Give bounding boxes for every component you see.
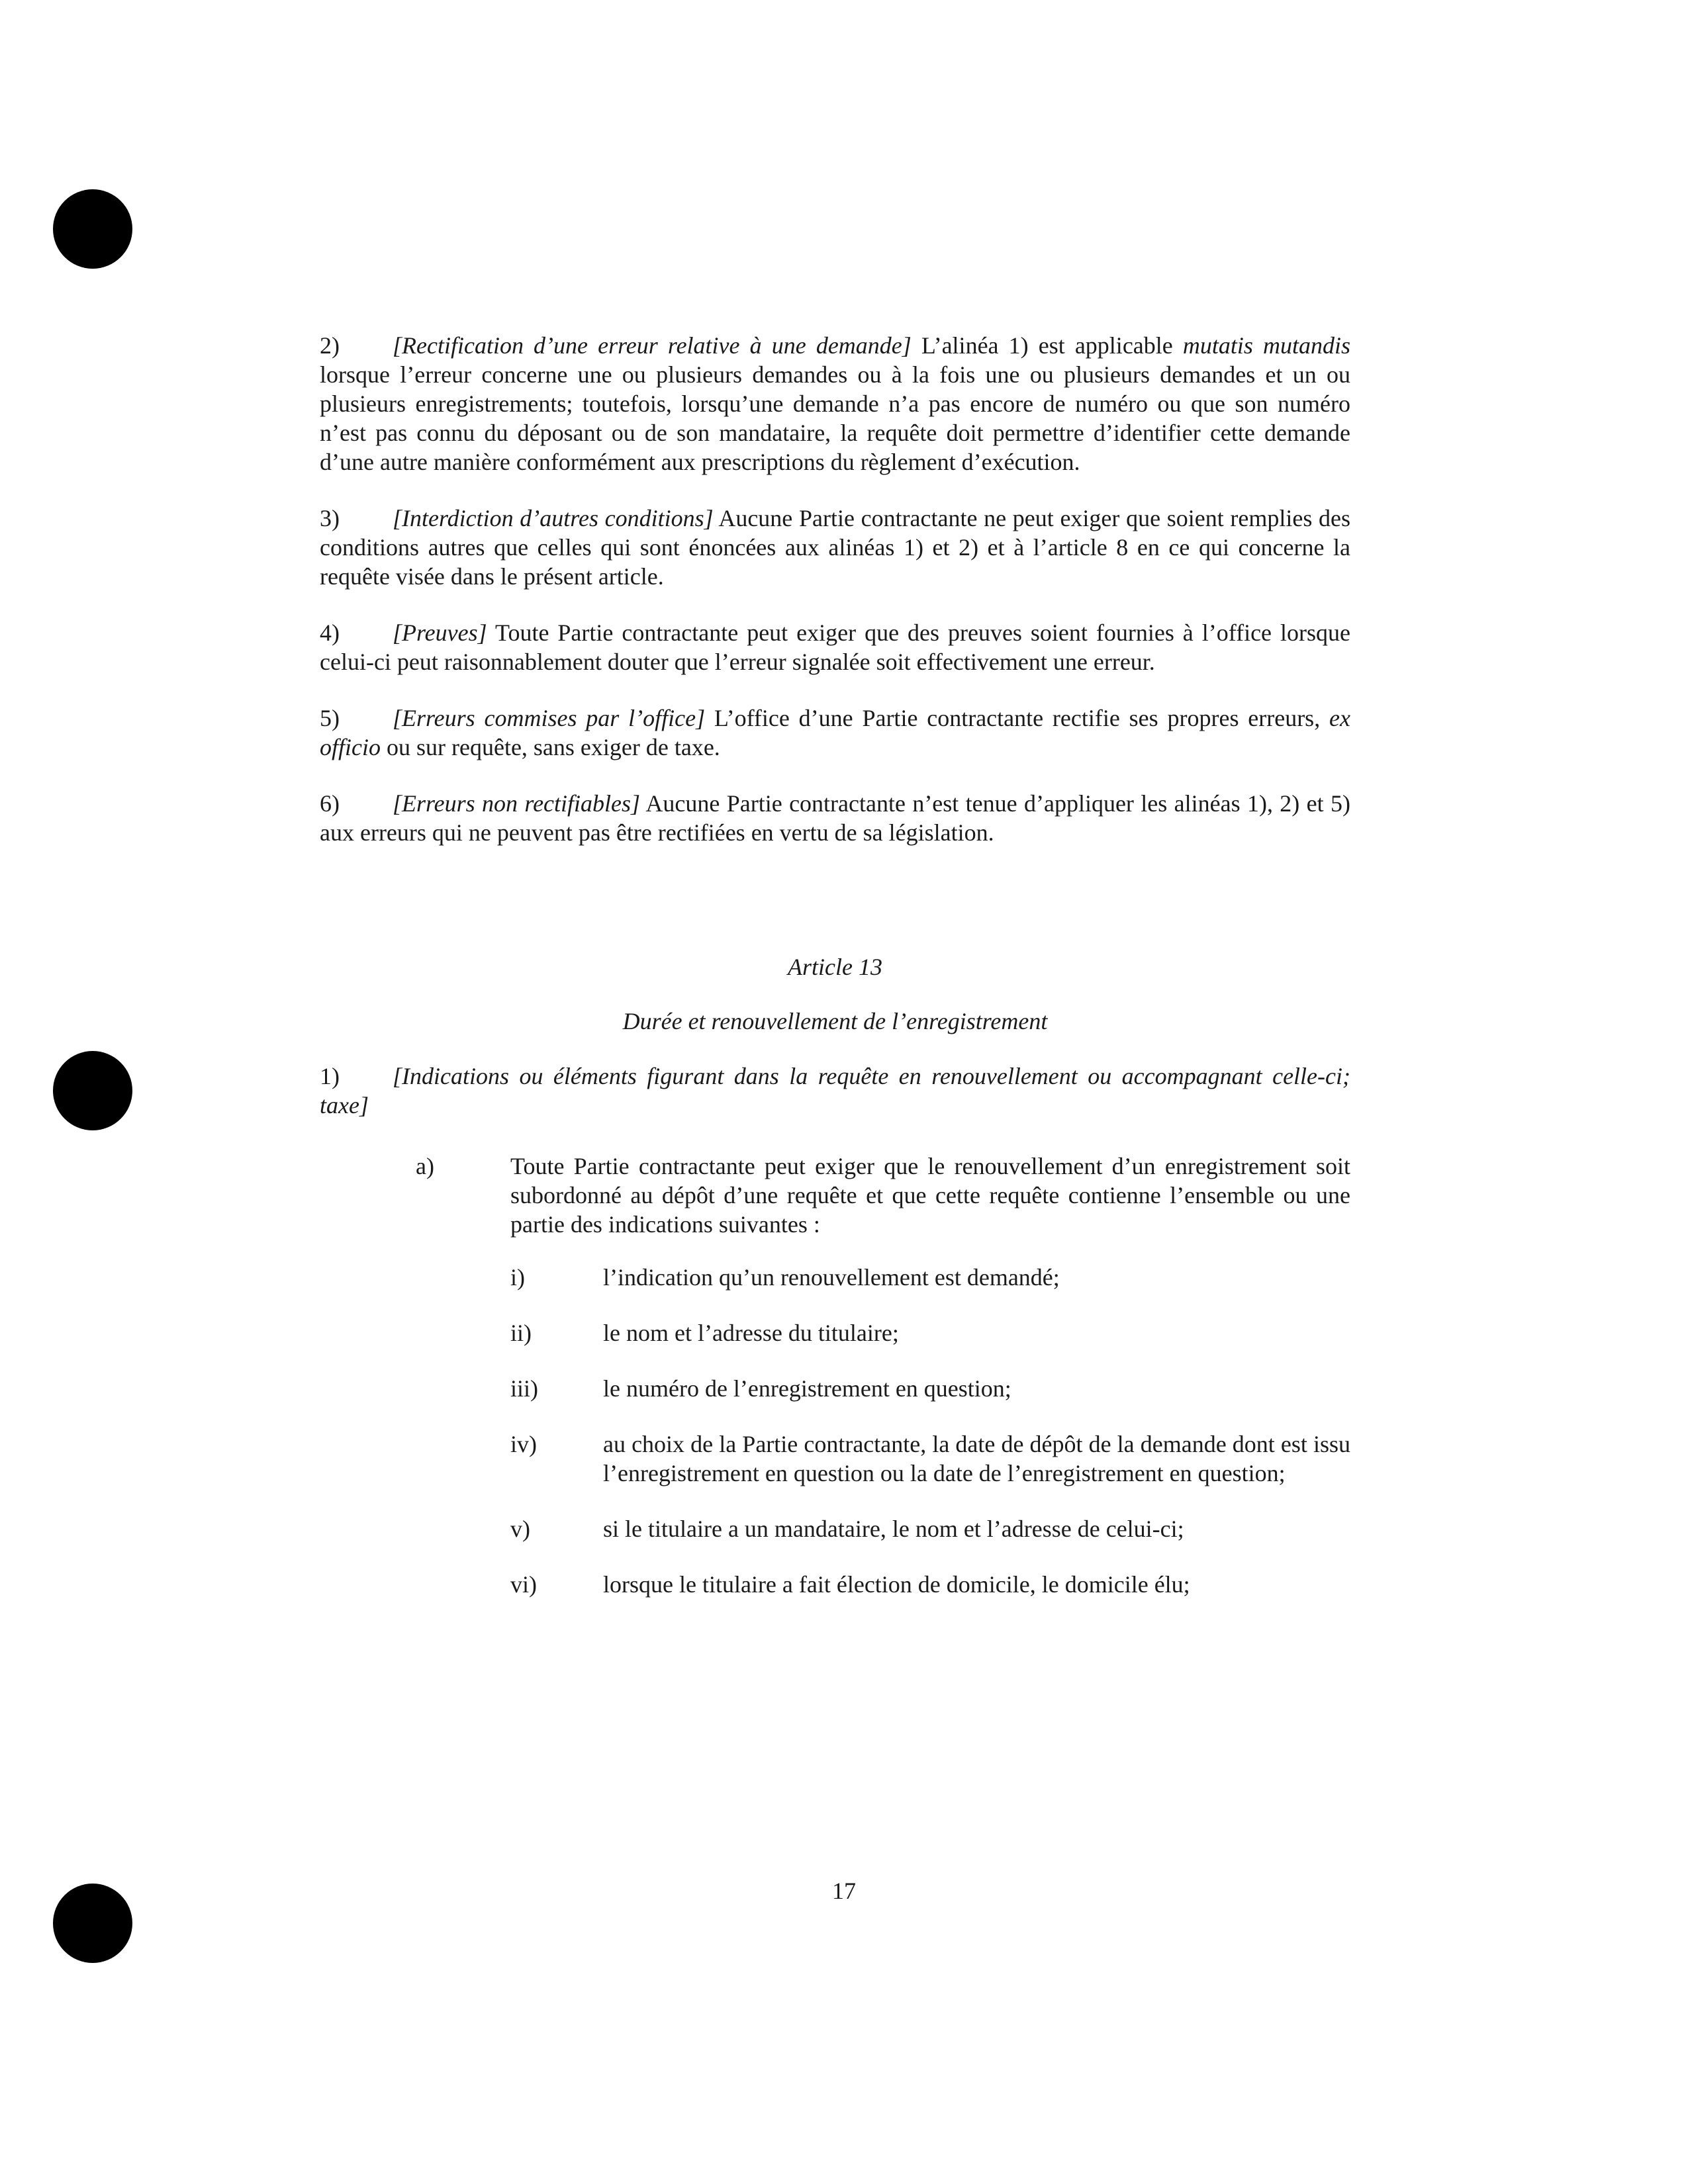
article-paragraph-1 (320, 1062, 1350, 1147)
list-item-label: i) (510, 1264, 525, 1291)
subparagraph-a (416, 1152, 1350, 1239)
list-item-text: lorsque le titulaire a fait élection de domicile, le domicile élu; (603, 1571, 1190, 1598)
latin-phrase: ex officio (320, 705, 1350, 760)
paragraph-text: Aucune Partie contractante ne peut exiger que soient remplies des conditions autres que celles qui sont énoncées aux alinéas 1) et 2) et à l’article 8 en ce qui concerne la requête visée dans le présent article. (320, 505, 1350, 590)
paragraph-text: L’alinéa 1) est applicable (911, 332, 1183, 359)
paragraph-number: 6) (320, 790, 340, 817)
list-item-label: iii) (510, 1375, 538, 1402)
paragraph-text: L’office d’une Partie contractante rectifie ses propres erreurs, (705, 705, 1330, 731)
article-heading: Article 13 (788, 954, 882, 980)
list-item-label: v) (510, 1516, 530, 1542)
paragraphs-block (320, 331, 1350, 874)
paragraph-number: 5) (320, 705, 340, 731)
paragraph-number: 1) (320, 1063, 340, 1089)
punch-hole-top (53, 189, 132, 269)
subparagraph-a-block (416, 1152, 1350, 1264)
paragraph-text: Aucune Partie contractante n’est tenue d’appliquer les alinéas 1), 2) et 5) aux erreurs qui ne peuvent pas être rectifiées en vertu de sa législation. (320, 790, 1350, 846)
list-item (510, 1318, 1350, 1347)
paragraph-number: 2) (320, 332, 340, 359)
subparagraph-label: a) (416, 1153, 434, 1179)
list-item-text: le numéro de l’enregistrement en question; (603, 1375, 1011, 1402)
list-item (510, 1374, 1350, 1403)
punch-hole-middle (53, 1051, 132, 1130)
list-item-label: vi) (510, 1571, 537, 1598)
paragraph-6 (320, 789, 1350, 847)
article-paragraph-1-text (320, 1062, 1350, 1120)
list-item (510, 1430, 1350, 1488)
list-item-text: au choix de la Partie contractante, la date de dépôt de la demande dont est issu l’enregistrement en question ou la date de l’enregistrement en question; (603, 1431, 1350, 1486)
paragraph-title: [Preuves] (393, 619, 487, 646)
list-item-label: iv) (510, 1431, 537, 1457)
paragraph-3 (320, 504, 1350, 591)
paragraph-title: [Erreurs commises par l’office] (393, 705, 706, 731)
list-item (510, 1514, 1350, 1543)
article-subheading: Durée et renouvellement de l’enregistrement (622, 1008, 1048, 1034)
paragraph-text: ou sur requête, sans exiger de taxe. (381, 734, 720, 760)
page-number: 17 (832, 1878, 856, 1904)
paragraph-2 (320, 331, 1350, 477)
list-item-text: l’indication qu’un renouvellement est demandé; (603, 1264, 1060, 1291)
paragraph-title: [Indications ou éléments figurant dans la requête en renouvellement ou accompagnant celle-ci; taxe] (320, 1063, 1350, 1118)
paragraph-title: [Erreurs non rectifiables] (393, 790, 641, 817)
list-item-text: si le titulaire a un mandataire, le nom et l’adresse de celui-ci; (603, 1516, 1184, 1542)
list-item (510, 1570, 1350, 1599)
paragraph-5 (320, 704, 1350, 762)
indications-list (510, 1263, 1350, 1625)
paragraph-text: Toute Partie contractante peut exiger que des preuves soient fournies à l’office lorsque celui-ci peut raisonnablement douter que l’erreur signalée soit effectivement une erreur. (320, 619, 1350, 675)
paragraph-title: [Rectification d’une erreur relative à une demande] (393, 332, 912, 359)
paragraph-number: 4) (320, 619, 340, 646)
paragraph-text: lorsque l’erreur concerne une ou plusieurs demandes ou à la fois une ou plusieurs demandes et un ou plusieurs enregistrements; toutefois, lorsqu’une demande n’a pas encore de numéro ou que son numéro n’est pas connu du déposant ou de son mandataire, la requête doit permettre d’identifier cette demande d’une autre manière conformément aux prescriptions du règlement d’exécution. (320, 361, 1350, 475)
list-item (510, 1263, 1350, 1292)
list-item-label: ii) (510, 1320, 532, 1346)
latin-phrase: mutatis mutandis (1182, 332, 1351, 359)
paragraph-4 (320, 618, 1350, 676)
paragraph-title: [Interdiction d’autres conditions] (393, 505, 714, 531)
subparagraph-text: Toute Partie contractante peut exiger que le renouvellement d’un enregistrement soit subordonné au dépôt d’une requête et que cette requête contienne l’ensemble ou une partie des indications suivantes : (510, 1153, 1350, 1238)
list-item-text: le nom et l’adresse du titulaire; (603, 1320, 899, 1346)
paragraph-number: 3) (320, 505, 340, 531)
